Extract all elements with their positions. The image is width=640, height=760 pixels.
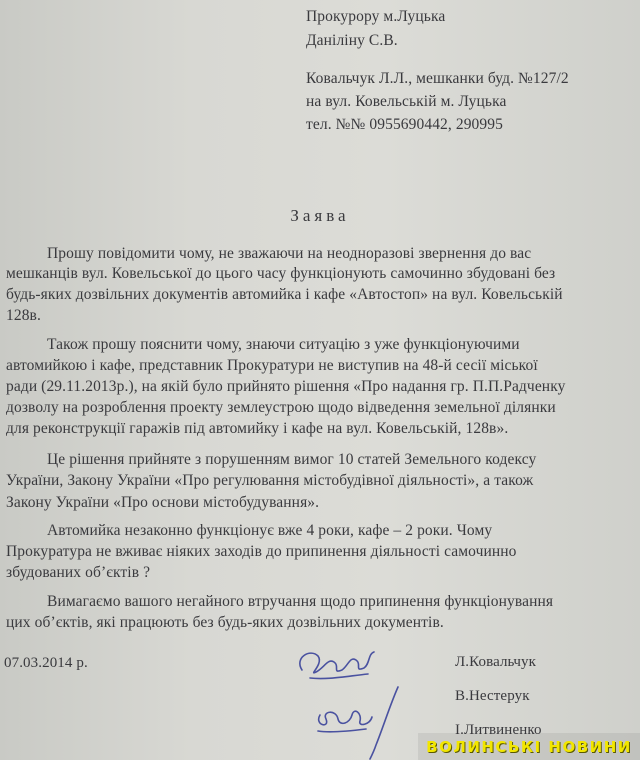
paragraph-line: будь-яких дозвільних документів автомийка і кафе «Автостоп» на вул. Ковельській <box>6 286 563 303</box>
paragraph-line: дозволу на розроблення проекту землеустрою щодо відведення земельної ділянки <box>6 399 556 416</box>
signatory-name: І.Литвиненко <box>455 722 542 738</box>
signatory-name: В.Нестерук <box>455 688 530 704</box>
recipient-line-2: Даніліну С.В. <box>306 32 398 49</box>
document-date: 07.03.2014 р. <box>4 655 88 671</box>
sender-line-3: тел. №№ 0955690442, 290995 <box>306 116 503 133</box>
document-title: Заява <box>290 206 350 225</box>
paragraph-line: Прокуратура не вживає ніяких заходів до припинення діяльності самочинно <box>6 543 517 560</box>
paragraph-line: Прошу повідомити чому, не зважаючи на неодноразові звернення до вас <box>47 245 532 262</box>
paragraph-line: цих об’єктів, які працюють без будь-яких дозвільних документів. <box>6 614 444 631</box>
signatory-name: Л.Ковальчук <box>455 654 536 670</box>
signature-nesteruk <box>300 685 410 760</box>
paragraph-line: 128в. <box>6 307 41 324</box>
signature-kovalchuk <box>288 640 388 690</box>
paragraph-line: України, Закону України «Про регулювання містобудівної діяльності», а також <box>6 472 534 489</box>
sender-line-2: на вул. Ковельській м. Луцька <box>306 93 507 110</box>
paragraph-line: для реконструкції гаражів під автомийку і кафе на вул. Ковельській, 128в». <box>6 420 509 437</box>
news-watermark: ВОЛИНСЬКІ НОВИНИ <box>418 733 640 760</box>
paragraph-line: Автомийка незаконно функціонує вже 4 роки, кафе – 2 роки. Чому <box>47 522 493 539</box>
recipient-line-1: Прокурору м.Луцька <box>306 8 446 25</box>
paragraph-line: збудованих об’єктів ? <box>6 564 151 581</box>
paragraph-line: Також прошу пояснити чому, знаючи ситуацію з уже функціонуючими <box>47 336 520 353</box>
paragraph-line: Закону України «Про основи містобудування». <box>6 494 320 511</box>
paragraph-line: ради (29.11.2013р.), на якій було прийнято рішення «Про надання гр. П.П.Радченку <box>6 378 566 395</box>
paragraph-line: Вимагаємо вашого негайного втручання щодо припинення функціонування <box>47 593 554 610</box>
paragraph-line: Це рішення прийняте з порушенням вимог 10 статей Земельного кодексу <box>47 451 537 468</box>
sender-line-1: Ковальчук Л.Л., мешканки буд. №127/2 <box>306 70 569 87</box>
paragraph-line: автомийкою і кафе, представник Прокуратури не виступив на 48-й сесії міської <box>6 357 538 374</box>
paragraph-line: мешканців вул. Ковельської до цього часу функціонують самочинно збудовані без <box>6 265 556 282</box>
